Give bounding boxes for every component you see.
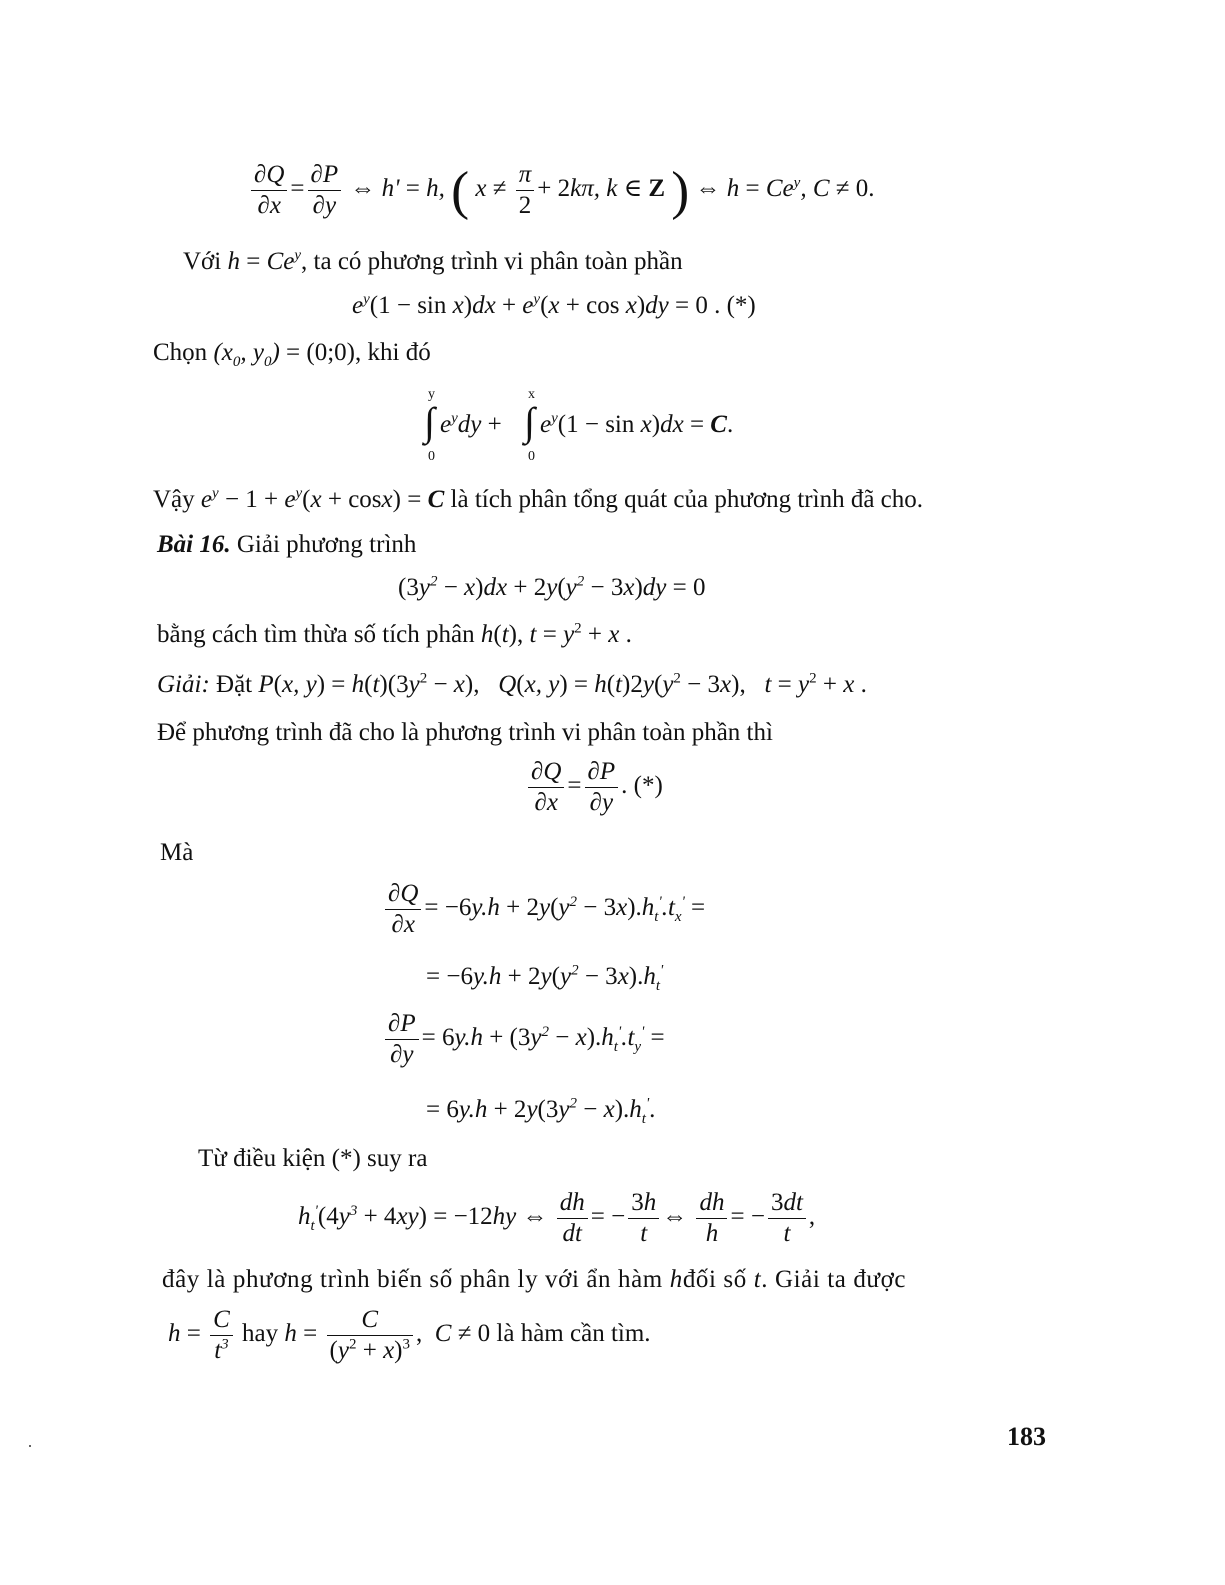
paragraph-choose-point: Chọn ($x_0$, $y_0$) = (0;0), khi đó — [153, 339, 431, 370]
paragraph-result: h = $\frac{C}{t^3}$ hay h = $\frac{C}{(y^2 + x)^3}$ , C ≠ 0 là hàm cần tìm. — [168, 1306, 651, 1364]
equation-dq-dx: $\frac{\partial Q}{\partial x}$ = $-6y.h + 2y(y^2 - 3x).h_t'.t_x'$ = — [382, 879, 705, 940]
equation-condition: $\frac{\partial Q}{\partial x}$ = $\frac{\partial P}{\partial y}$ . (*) — [525, 757, 663, 818]
equation-dp-dy-result: = $6y.h + 2y(3y^2 - x).h_t'$. — [426, 1095, 656, 1127]
exercise-heading: Bài 16. Giải phương trình — [157, 531, 417, 558]
paragraph-deduce: Từ điều kiện (*) suy ra — [198, 1145, 428, 1172]
paragraph-ma: Mà — [160, 839, 194, 866]
equation-separable: $h_t'(4y^3 + 4xy) = -12hy$ ⇔ $\frac{dh}{dt}$ = − $\frac{3h}{t}$ ⇔ $\frac{dh}{h}$ = − $\frac{3dt}{t}$ , — [298, 1189, 816, 1247]
stray-mark — [29, 1445, 31, 1447]
equation-dq-dx-result: = $-6y.h + 2y(y^2 - 3x).h_t'$ — [426, 962, 664, 994]
equation-dp-dy: $\frac{\partial P}{\partial y}$ = $6y.h + (3y^2 - x).h_t'.t_y'$ = — [382, 1009, 665, 1070]
paragraph-separable: đây là phương trình biến số phân ly với ẩn hàm hđối số t. Giải ta được — [162, 1266, 907, 1293]
equation-total-differential: $e^y(1 - \sin x)dx + e^y(x + \cos x)dy = 0$ . (*) — [352, 291, 756, 319]
page-number: 183 — [1007, 1422, 1046, 1451]
paragraph-with-h: Với $h = Ce^y$, ta có phương trình vi phân toàn phần — [183, 247, 683, 275]
paragraph-method: bằng cách tìm thừa số tích phân h(t), $t = y^2 + x$ . — [157, 620, 632, 648]
paragraph-condition: Để phương trình đã cho là phương trình vi phân toàn phần thì — [157, 719, 773, 746]
paragraph-solution-setup: Giải: Đặt P(x, $y) = h(t)(3y^2 - x)$, Q(x, $y) = h(t)2y(y^2 - 3x)$, $t = y^2 + x$ . — [157, 670, 867, 698]
equation-integral: y ∫ 0 $e^ydy$ + x ∫ 0 $e^y(1 - \sin x)dx = C$. — [424, 387, 734, 464]
equation-exercise: $(3y^2 - x)dx + 2y(y^2 - 3x)dy = 0$ — [398, 573, 706, 601]
equation-top: $\frac{\partial Q}{\partial x}$ = $\frac{\partial P}{\partial y}$ ⇔ h' = h, ( x ≠ $\frac{\pi}{2}$ + 2kπ, k ∈ Z ) ⇔ $h = Ce^y$, C ≠ 0. — [248, 160, 874, 221]
paragraph-conclusion: Vậy $e^y - 1 + e^y(x + \cos x) = C$ là tích phân tổng quát của phương trình đã cho. — [153, 485, 924, 513]
